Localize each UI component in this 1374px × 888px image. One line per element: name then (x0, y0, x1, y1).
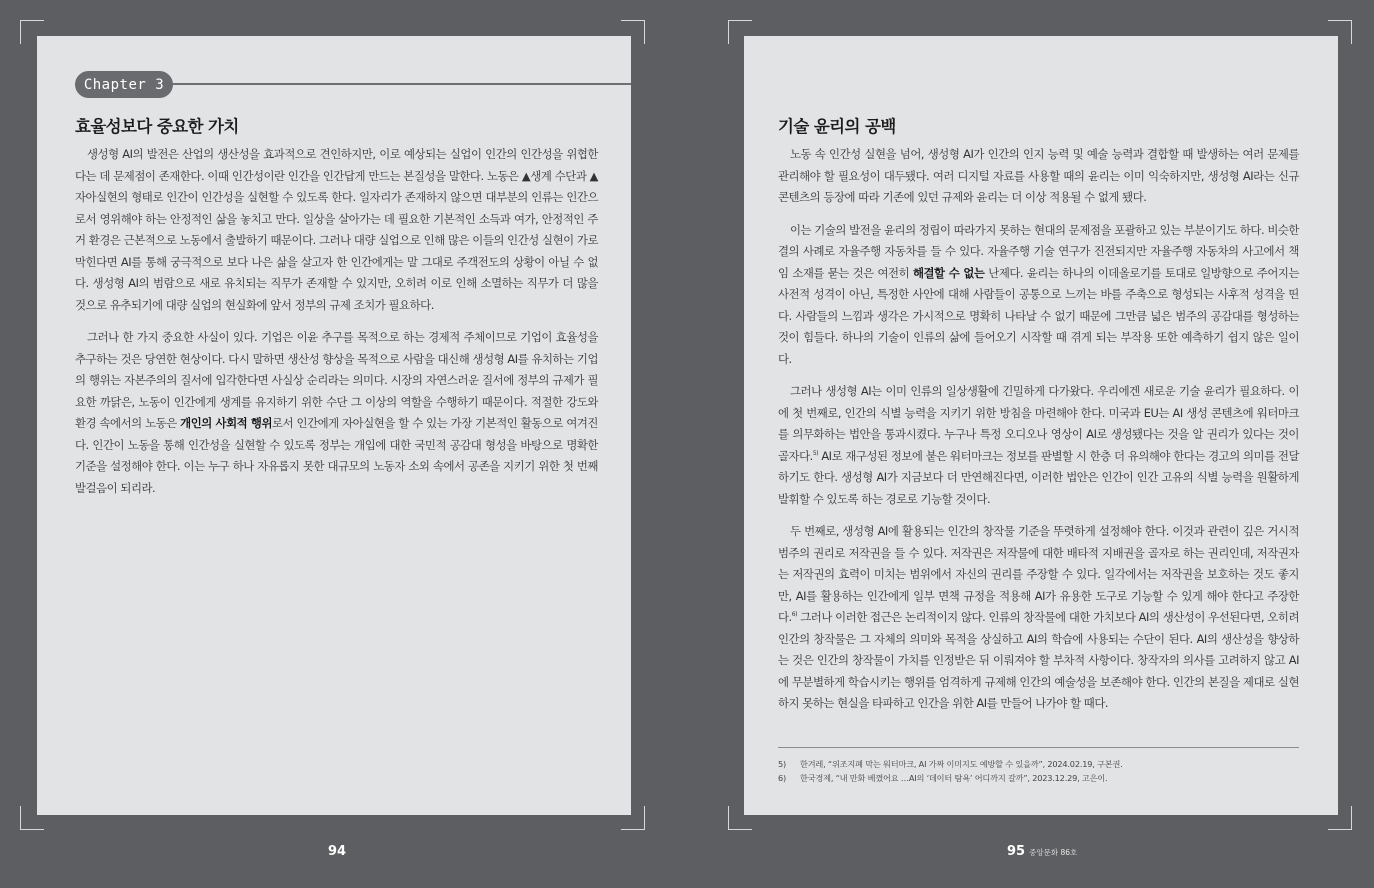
paragraph: 이는 기술의 발전을 윤리의 정립이 따라가지 못하는 현대의 문제점을 포괄하고 있는 부분이기도 하다. 비슷한 결의 사례로 자율주행 자동차를 들 수 있다. 자율주행 기술 연구가 진전되지만 자율주행 자동차의 사고에서 책임 소재를 묻는 것은 여전히 해결할 수 없는 난제다. 윤리는 하나의 이데올로기를 토대로 일방향으로 주어지는 사전적 성격이 아닌, 특정한 사안에 대해 사람들이 공통으로 느끼는 바를 주축으로 형성되는 사후적 성격을 띤다. 사람들의 느낌과 생각은 가시적으로 명확히 나타날 수 없기 때문에 그만큼 넓은 범주의 공감대를 형성하는 것이 힘들다. 하나의 기술이 인류의 삶에 들어오기 시작할 때 겪게 되는 부작용 또한 예측하기 쉽지 않은 일이다. (778, 222, 1299, 366)
bold-phrase: 해결할 수 없는 (912, 265, 985, 280)
left-page (37, 36, 631, 815)
footnote-ref[interactable]: 5) (812, 449, 819, 457)
bold-phrase: 개인의 사회적 행위 (180, 416, 273, 430)
footnote: 5) 한겨레, “위조지폐 막는 워터마크, AI 가짜 이미지도 예방할 수 있을까”, 2024.02.19, 구본권. (778, 759, 1123, 769)
publication-name: 중앙문화 86호 (1029, 848, 1078, 857)
page-number-left: 94 (328, 844, 347, 859)
chapter-label: Chapter 3 (75, 71, 173, 98)
page-number-right: 95 중앙문화 86호 (1007, 844, 1078, 859)
paragraph: 생성형 AI의 발전은 산업의 생산성을 효과적으로 견인하지만, 이로 예상되는 실업이 인간의 인간성을 위협한다는 데 문제점이 존재한다. 이때 인간성이란 인간을 인간답게 만드는 본질성을 말한다. 노동은 ▲생계 수단과 ▲자아실현의 형태로 인간이 인간성을 실현할 수 있도록 한다. 일자리가 존재하지 않으면 대부분의 인류는 인간으로서 영위해야 하는 안정적인 삶을 놓치고 만다. 일상을 살아가는 데 필요한 기본적인 소득과 여가, 안정적인 주거 환경은 근본적으로 노동에서 출발하기 때문이다. 그러나 대량 실업으로 인해 많은 이들의 인간성 실현이 가로막힌다면 AI를 통해 궁극적으로 보다 나은 삶을 살고자 한 인간에게는 말 그대로 주객전도의 상황이 아닐 수 없다. 생성형 AI의 범람으로 새로 유치되는 직무가 존재할 수 있지만, 오히려 이로 인해 소멸하는 직무가 더 많을 것으로 유추되기에 대량 실업의 현실화에 앞서 정부의 규제 조치가 필요하다. (75, 147, 598, 312)
paragraph: 그러나 생성형 AI는 이미 인류의 일상생활에 긴밀하게 다가왔다. 우리에겐 새로운 기술 윤리가 필요하다. 이에 첫 번째로, 인간의 식별 능력을 지키기 위한 방침을 마련해야 한다. 미국과 EU는 AI 생성 콘텐츠에 워터마크를 의무화하는 법안을 통과시켰다. 누구나 특정 오디오나 영상이 AI로 생성됐다는 것을 알 권리가 있다는 것이 골자다.$^{5)}$ AI로 재구성된 정보에 붙은 워터마크는 정보를 판별할 시 한층 더 유의해야 한다는 경고의 의미를 전달하기도 한다. 생성형 AI가 지금보다 더 만연해진다면, 이러한 법안은 인간이 인간 고유의 식별 능력을 원활하게 발휘할 수 있도록 하는 경로로 기능할 것이다. (778, 384, 1299, 506)
footnote: 6) 한국경제, “내 만화 베꼈어요 …AI의 ‘데이터 탐욕’ 어디까지 갈까”, 2023.12.29, 고은이. (778, 773, 1108, 783)
body-text (75, 144, 598, 510)
paragraph: 노동 속 인간성 실현을 넘어, 생성형 AI가 인간의 인지 능력 및 예술 능력과 결합할 때 발생하는 여러 문제를 관리해야 할 필요성이 대두됐다. 여러 디지털 자료를 사용할 때의 윤리는 이미 익숙하지만, 생성형 AI라는 신규 콘텐츠의 등장에 따라 기존에 있던 규제와 윤리는 더 이상 적용될 수 없게 됐다. (778, 147, 1299, 204)
footnote-divider (778, 747, 1299, 748)
section-heading: 기술 윤리의 공백 (778, 117, 896, 136)
paragraph: 그러나 한 가지 중요한 사실이 있다. 기업은 이윤 추구를 목적으로 하는 경제적 주체이므로 기업이 효율성을 추구하는 것은 당연한 현상이다. 다시 말하면 생산성 향상을 목적으로 사람을 대신해 생성형 AI를 유치하는 기업의 행위는 자본주의의 질서에 입각한다면 사실상 순리라는 의미다. 시장의 자연스러운 질서에 정부의 규제가 필요한 까닭은, 노동이 인간에게 생계를 유지하기 위한 수단 그 이상의 역할을 수행하기 때문이다. 적절한 강도와 환경 속에서의 노동은 개인의 사회적 행위로서 인간에게 자아실현을 할 수 있는 가장 기본적인 활동으로 여겨진다. 인간이 노동을 통해 인간성을 실현할 수 있도록 정부는 개입에 대한 국민적 공감대 형성을 바탕으로 명확한 기준을 설정해야 한다. 이는 누구 하나 자유롭지 못한 대규모의 노동자 소외 속에서 공존을 지키기 위한 첫 번째 발걸음이 되리라. (75, 330, 598, 495)
footnotes (778, 757, 1308, 785)
body-text (778, 144, 1299, 726)
paragraph: 두 번째로, 생성형 AI에 활용되는 인간의 창작물 기준을 뚜렷하게 설정해야 한다. 이것과 관련이 깊은 거시적 범주의 권리로 저작권을 들 수 있다. 저작권은 저작물에 대한 배타적 지배권을 골자로 하는 권리인데, 저작권자는 저작권의 효력이 미치는 범위에서 자신의 권리를 주장할 수 있다. 일각에서는 저작권을 보호하는 것도 좋지만, AI를 활용하는 인간에게 일부 면책 규정을 적용해 AI가 유용한 도구로 기능할 수 있게 해야 한다고 주장한다.$^{6)}$ 그러나 이러한 접근은 논리적이지 않다. 인류의 창작물에 대한 가치보다 AI의 생산성이 우선된다면, 오히려 인간의 창작물은 그 자체의 의미와 목적을 상실하고 AI의 학습에 사용되는 수단이 된다. AI의 생산성을 향상하는 것은 인간의 창작물이 가치를 인정받은 뒤 이뤄져야 할 부차적 사항이다. 창작자의 의사를 고려하지 않고 AI에 무분별하게 학습시키는 행위를 엄격하게 규제해 인간의 예술성을 보존해야 한다. 인간의 본질을 제대로 실현하지 못하는 현실을 타파하고 인간을 위한 AI를 만들어 나가야 할 때다. (778, 524, 1299, 710)
section-heading: 효율성보다 중요한 가치 (75, 117, 239, 136)
right-page (744, 36, 1338, 815)
footnote-ref[interactable]: 6) (791, 611, 797, 618)
